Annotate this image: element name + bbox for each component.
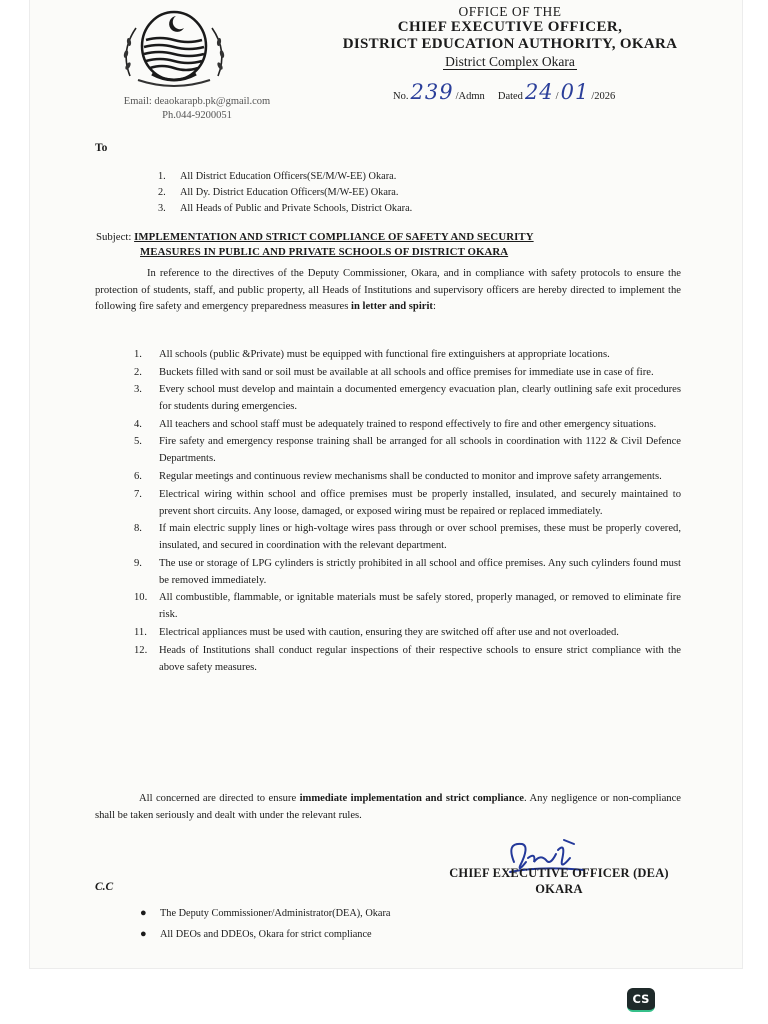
ref-admn: /Admn <box>455 91 485 102</box>
contact-email: Email: deaokarapb.pk@gmail.com <box>123 96 271 107</box>
ref-no-label: No. <box>393 91 409 102</box>
signatory-title: CHIEF EXECUTIVE OFFICER (DEA) <box>449 866 669 880</box>
office-line-3: DISTRICT EDUCATION AUTHORITY, OKARA <box>342 36 678 52</box>
list-item: 9. The use or storage of LPG cylinders is strictly prohibited in all school and office premises. Any such cylinders found must be removed immediately. <box>134 557 681 586</box>
list-item: 7. Electrical wiring within school and office premises must be properly installed, insulated, and securely maintained to prevent short circuits. Any loose, damaged, or exposed wiring must be repaired or replaced immediately. <box>134 488 681 517</box>
camscanner-badge-icon[interactable]: CS <box>627 988 655 1012</box>
subject-text-line-2: MEASURES IN PUBLIC AND PRIVATE SCHOOLS OF DISTRICT OKARA <box>140 246 509 258</box>
letterhead-contact <box>102 95 292 123</box>
dated-day-handwritten: 24 <box>524 80 554 104</box>
office-line-2: CHIEF EXECUTIVE OFFICER, <box>397 19 623 35</box>
reference-line: No.239 /Admn Dated24 /01 /2026 <box>393 80 616 104</box>
dated-label: Dated <box>497 91 523 102</box>
list-item: 6. Regular meetings and continuous review mechanisms shall be conducted to monitor and improve safety arrangements. <box>134 470 662 482</box>
office-line-1: OFFICE OF THE <box>458 4 562 19</box>
punjab-emblem-logo <box>116 6 232 88</box>
list-item: 10. All combustible, flammable, or ignitable materials must be safely stored, properly managed, or removed to eliminate fire risk. <box>134 592 681 621</box>
contact-phone: Ph.044-9200051 <box>162 110 232 121</box>
addressee-item: 3. All Heads of Public and Private Schools, District Okara. <box>158 203 413 214</box>
list-item: 12. Heads of Institutions shall conduct regular inspections of their respective schools to ensure strict compliance with the above safety measures. <box>134 644 681 673</box>
subject-label: Subject: <box>96 231 132 243</box>
to-label: To <box>95 142 108 154</box>
list-item: 3. Every school must develop and maintain a documented emergency evacuation plan, clearly outlining safe exit procedures for students during emergencies. <box>134 384 681 413</box>
addressee-list <box>158 169 412 217</box>
list-item: 4. All teachers and school staff must be adequately trained to respond effectively to fire and other emergency situations. <box>134 418 657 430</box>
cc-list <box>140 903 391 945</box>
dated-month-handwritten: 01 <box>560 80 590 104</box>
list-item: 1. All schools (public &Private) must be equipped with functional fire extinguishers at appropriate locations. <box>134 349 610 360</box>
intro-emphasis: in letter and spirit <box>351 301 433 312</box>
letterhead-office <box>310 4 710 70</box>
cc-label: C.C <box>95 881 114 893</box>
closing-emphasis: immediate implementation and strict compliance <box>299 793 524 804</box>
subject-text-line-1: IMPLEMENTATION AND STRICT COMPLIANCE OF SAFETY AND SECURITY <box>134 231 534 243</box>
intro-paragraph: In reference to the directives of the Deputy Commissioner, Okara, and in compliance with safety protocols to ensure the protection of students, staff, and public property, all Heads of Institutions and supervisory officers are hereby directed to implement the following fire safety and emergency preparedness measures in letter and spirit: <box>95 268 681 312</box>
list-item: ● All DEOs and DDEOs, Okara for strict compliance <box>140 924 391 945</box>
safety-measures-list <box>134 346 681 676</box>
list-item: 5. Fire safety and emergency response training shall be arranged for all schools in coordination with 1122 & Civil Defence Departments. <box>134 436 681 465</box>
bullet-icon: ● <box>140 928 147 940</box>
bullet-icon: ● <box>140 907 147 919</box>
list-item: 2. Buckets filled with sand or soil must be available at all schools and office premises for immediate use in case of fire. <box>134 366 654 378</box>
list-item: 11. Electrical appliances must be used with caution, ensuring they are switched off after use and not overloaded. <box>134 626 619 638</box>
list-item: 8. If main electric supply lines or high-voltage wires pass through or over school premises, these must be properly covered, insulated, and secured in coordination with the relevant department. <box>134 523 681 552</box>
office-line-4: District Complex Okara <box>445 54 575 69</box>
signatory-block <box>428 865 690 897</box>
closing-paragraph: All concerned are directed to ensure immediate implementation and strict compliance. Any negligence or non-compliance shall be taken seriously and dealt with under the relevant rules. <box>95 793 681 821</box>
addressee-item: 2. All Dy. District Education Officers(M/W-EE) Okara. <box>158 187 399 198</box>
list-item: ● The Deputy Commissioner/Administrator(DEA), Okara <box>140 903 391 924</box>
signatory-location: OKARA <box>535 882 583 896</box>
subject-line <box>96 230 656 260</box>
addressee-item: 1. All District Education Officers(SE/M/W-EE) Okara. <box>158 171 397 182</box>
dated-year: /2026 <box>591 91 616 102</box>
ref-no-handwritten: 239 <box>410 80 454 104</box>
